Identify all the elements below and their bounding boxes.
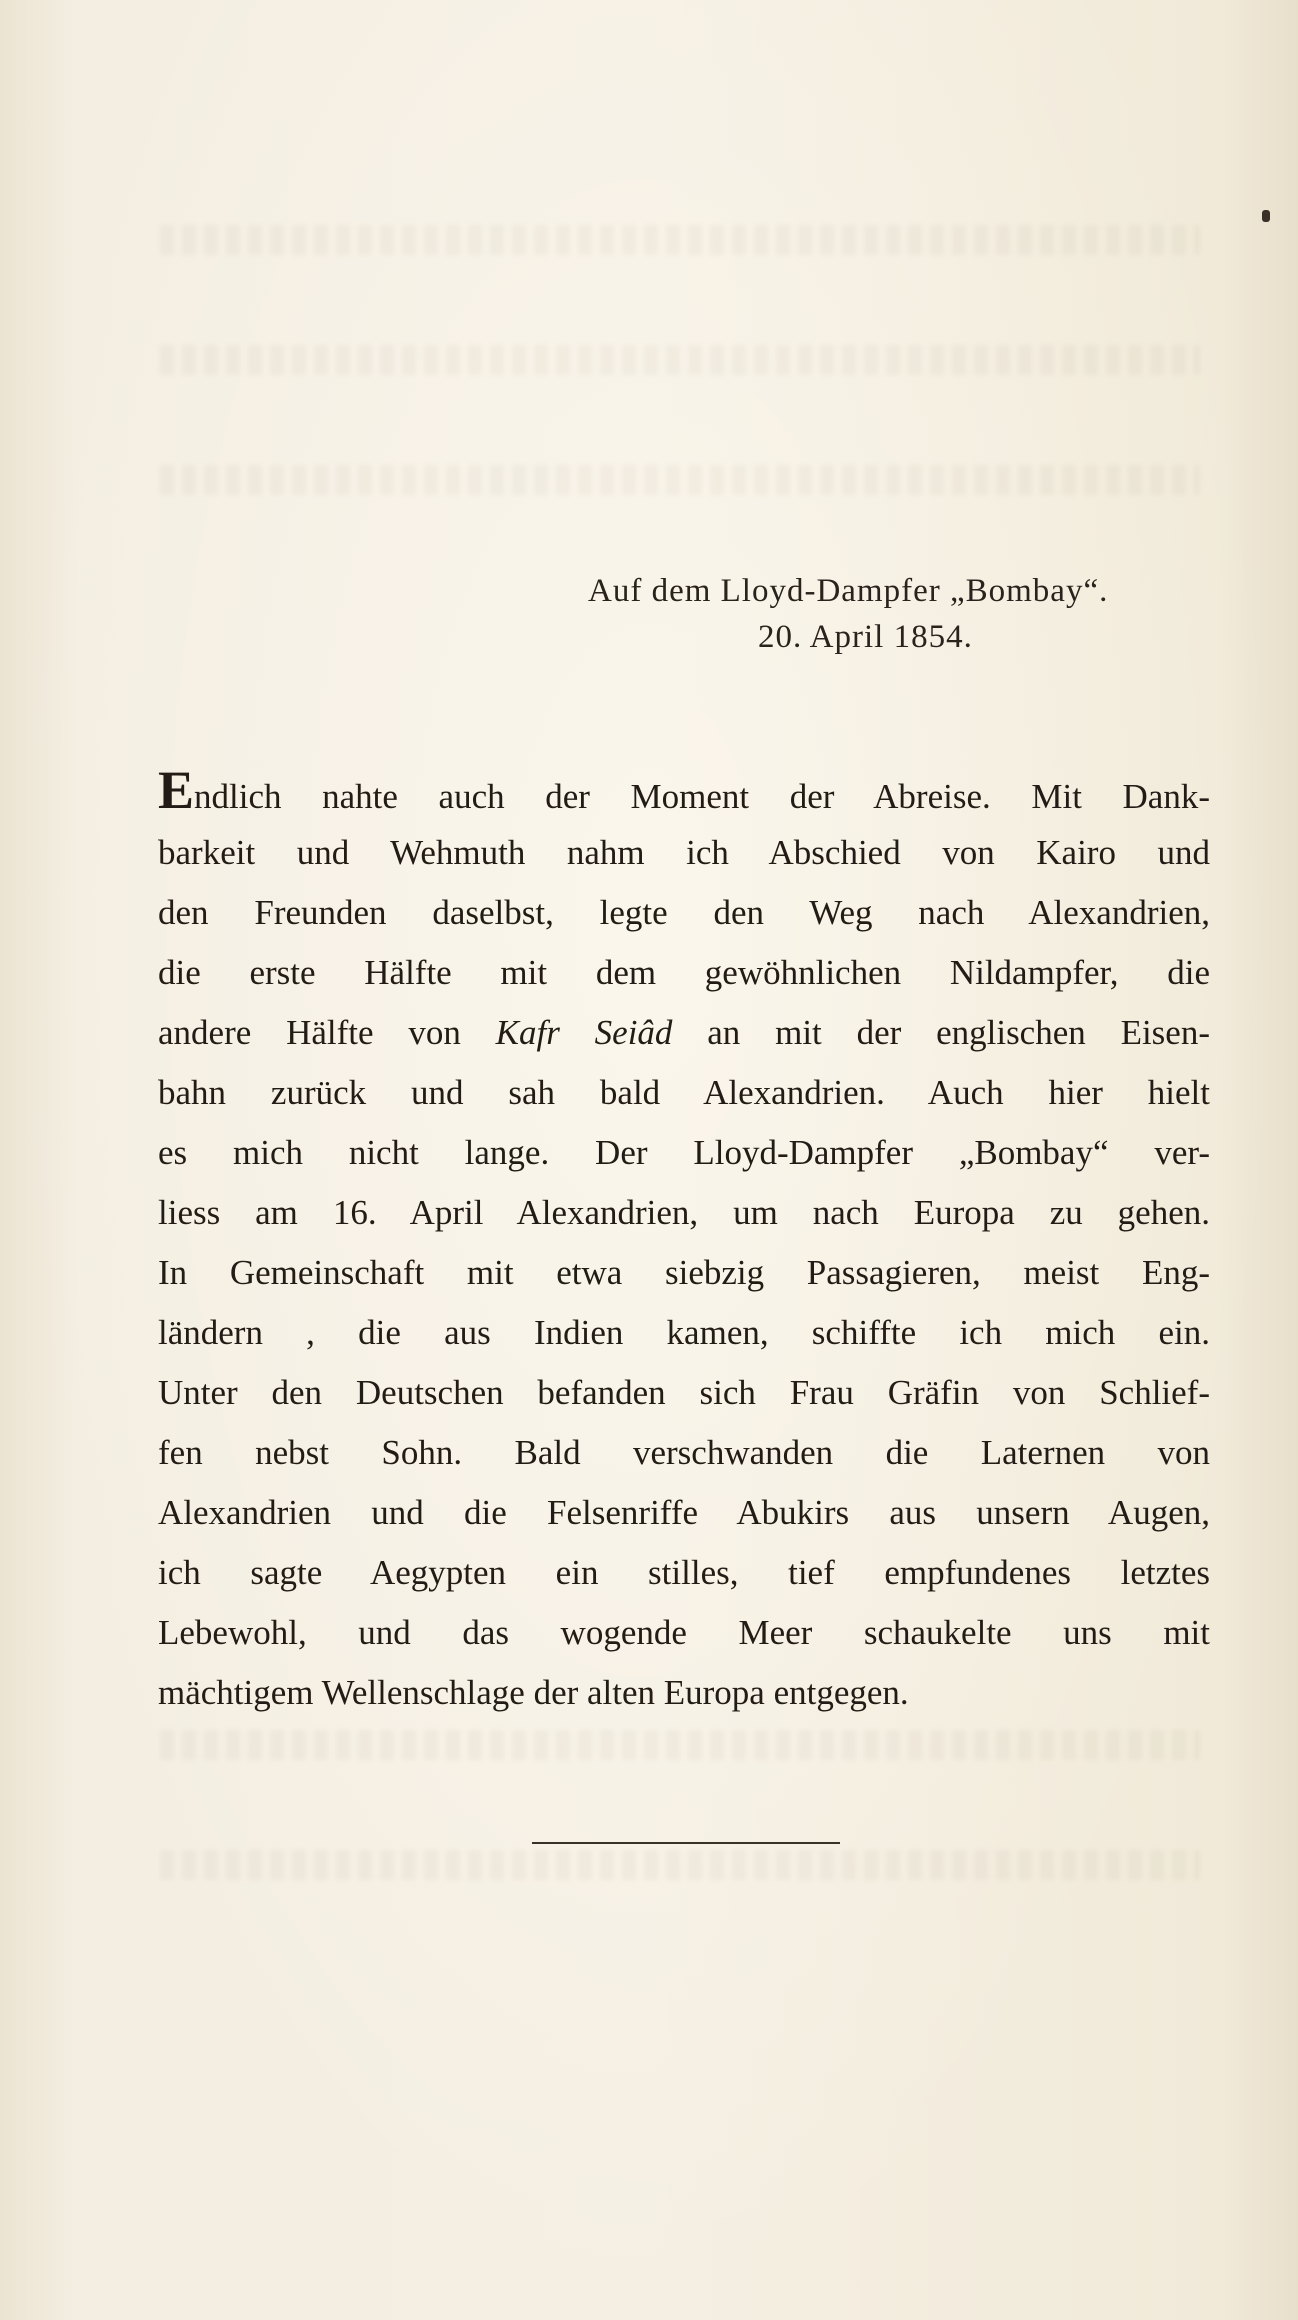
text-line [158, 1003, 1210, 1063]
text-segment: den Freunden daselbst, legte den Weg nach Alexandrien, [158, 893, 1210, 932]
text-segment: es mich nicht lange. Der Lloyd-Dampfer „Bombay“ ver- [158, 1133, 1210, 1172]
text-segment: ländern , die aus Indien kamen, schiffte ich mich ein. [158, 1313, 1210, 1352]
text-segment: fen nebst Sohn. Bald verschwanden die Laternen von [158, 1433, 1210, 1472]
text-line [158, 823, 1210, 883]
text-line [158, 883, 1210, 943]
text-line [158, 1543, 1210, 1603]
text-segment: In Gemeinschaft mit etwa siebzig Passagieren, meist Eng- [158, 1253, 1210, 1292]
text-line [158, 1243, 1210, 1303]
text-segment: die erste Hälfte mit dem gewöhnlichen Nildampfer, die [158, 953, 1210, 992]
body-paragraph [158, 760, 1210, 1723]
text-line [158, 1063, 1210, 1123]
text-line [158, 1663, 1210, 1723]
dateline [588, 568, 1108, 660]
text-segment: an mit der englischen Eisen- [672, 1013, 1210, 1052]
ink-mark [1262, 210, 1270, 222]
dateline-date: 20. April 1854. [758, 619, 973, 655]
text-line [158, 943, 1210, 1003]
text-line [158, 1183, 1210, 1243]
section-rule [532, 1842, 840, 1844]
text-segment: Unter den Deutschen befanden sich Frau Gräfin von Schlief- [158, 1373, 1210, 1412]
text-segment: andere Hälfte von [158, 1013, 496, 1052]
text-line [158, 1123, 1210, 1183]
text-line [158, 1423, 1210, 1483]
drop-cap: E [158, 760, 195, 820]
text-line [158, 1483, 1210, 1543]
show-through-text [160, 1730, 1200, 1760]
text-segment: mächtigem Wellenschlage der alten Europa entgegen. [158, 1673, 909, 1712]
text-line [158, 760, 1210, 823]
show-through-text [160, 465, 1200, 495]
show-through-text [160, 1850, 1200, 1880]
place-name-italic: Kafr Seiâd [495, 1013, 673, 1052]
text-segment: ndlich nahte auch der Moment der Abreise. Mit Dank- [194, 777, 1210, 816]
text-segment: Alexandrien und die Felsenriffe Abukirs aus unsern Augen, [158, 1493, 1210, 1532]
text-segment: Lebewohl, und das wogende Meer schaukelte uns mit [158, 1613, 1210, 1652]
dateline-ship: Auf dem Lloyd-Dampfer „Bombay“. [588, 573, 1109, 609]
show-through-text [160, 345, 1200, 375]
show-through-text [160, 225, 1200, 255]
text-segment: liess am 16. April Alexandrien, um nach Europa zu gehen. [158, 1193, 1210, 1232]
text-line [158, 1363, 1210, 1423]
text-line [158, 1303, 1210, 1363]
text-line [158, 1603, 1210, 1663]
text-segment: barkeit und Wehmuth nahm ich Abschied von Kairo und [158, 833, 1210, 872]
text-segment: bahn zurück und sah bald Alexandrien. Auch hier hielt [158, 1073, 1210, 1112]
text-segment: ich sagte Aegypten ein stilles, tief empfundenes letztes [158, 1553, 1210, 1592]
